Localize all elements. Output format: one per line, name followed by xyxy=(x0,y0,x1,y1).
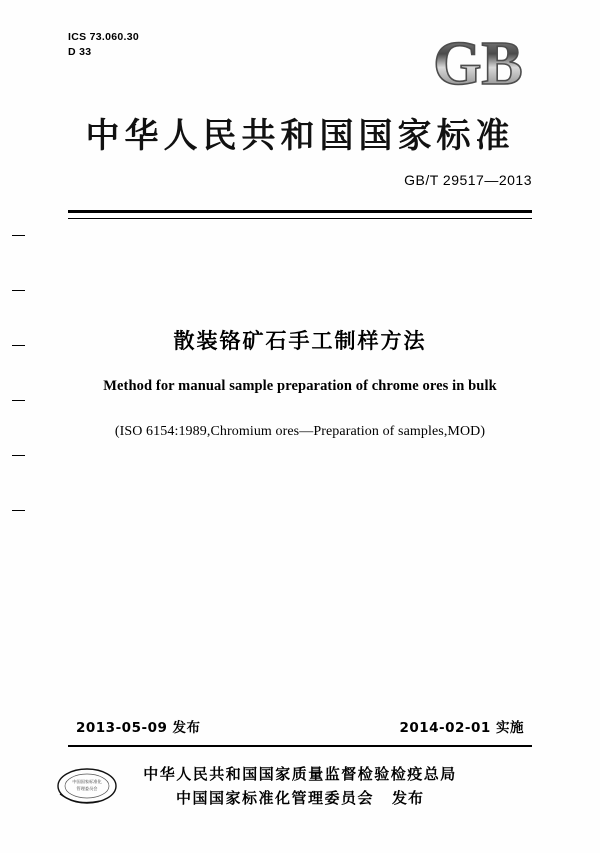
divider-thick xyxy=(68,210,532,213)
margin-tick-marks xyxy=(12,235,26,585)
gb-emblem-icon xyxy=(418,26,538,98)
svg-text:GB: GB xyxy=(433,30,523,98)
divider-thin xyxy=(68,218,532,219)
issue-date: 2013-05-09 发布 xyxy=(76,720,201,736)
document-title-chinese: 散装铬矿石手工制样方法 xyxy=(173,329,427,353)
publisher-line-2: 中国国家标准化管理委员会 xyxy=(175,789,374,807)
standard-number: GB/T 29517—2013 xyxy=(404,172,532,188)
publish-verb: 发布 xyxy=(392,789,425,807)
ics-classification-block xyxy=(68,30,139,60)
document-title-english: Method for manual sample preparation of chrome ores in bulk xyxy=(103,378,497,394)
effective-date: 2014-02-01 实施 xyxy=(399,720,524,736)
classification-code: D 33 xyxy=(68,46,92,58)
svg-text:管理委员会: 管理委员会 xyxy=(76,786,98,791)
svg-text:中国国家标准化: 中国国家标准化 xyxy=(72,779,102,784)
divider-bottom xyxy=(68,745,532,747)
page-title: 中华人民共和国国家标准 xyxy=(85,116,515,156)
publisher-block xyxy=(0,762,600,810)
document-iso-reference: (ISO 6154:1989,Chromium ores—Preparation of samples,MOD) xyxy=(114,424,486,439)
ics-code: ICS 73.060.30 xyxy=(68,31,140,43)
publisher-line-1: 中华人民共和国国家质量监督检验检疫总局 xyxy=(143,765,457,783)
